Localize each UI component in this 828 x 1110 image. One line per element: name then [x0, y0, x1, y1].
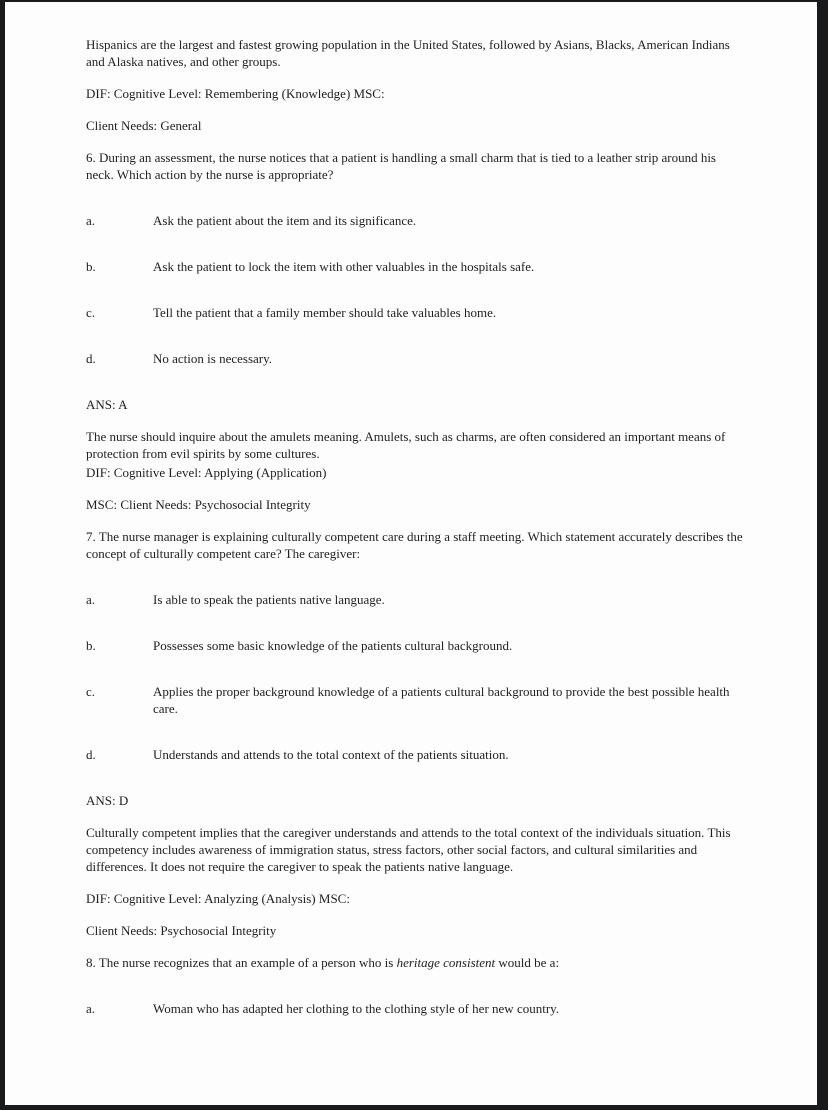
client-needs-line: Client Needs: General [86, 118, 202, 133]
rationale-paragraph-q7: Culturally competent implies that the caregiver understands and attends to the total context of the individuals situation. This competency includes awareness of immigration status, stress factors, other social factors, and cultural similarities and differences. It does not require the caregiver to speak the patients native language. [86, 825, 731, 874]
question-6-text: 6. During an assessment, the nurse notices that a patient is handling a small charm that is tied to a leather strip around his neck. Which action by the nurse is appropriate? [86, 150, 716, 182]
rationale-paragraph: Hispanics are the largest and fastest growing population in the United States, followed by Asians, Blacks, American Indians and Alaska natives, and other groups. [86, 37, 730, 69]
client-needs-line-q7: Client Needs: Psychosocial Integrity [86, 923, 277, 938]
option-text: Tell the patient that a family member should take valuables home. [153, 305, 497, 320]
option-row-q8-a [86, 1000, 744, 1017]
dif-line-q7: DIF: Cognitive Level: Analyzing (Analysis) MSC: [86, 891, 350, 906]
option-text: Ask the patient to lock the item with other valuables in the hospitals safe. [153, 259, 535, 274]
option-letter: a. [86, 1001, 96, 1016]
option-letter: b. [86, 638, 96, 653]
option-row-q7-d [86, 746, 744, 763]
option-letter: a. [86, 592, 96, 607]
option-text: Possesses some basic knowledge of the patients cultural background. [153, 638, 513, 653]
option-letter: a. [86, 213, 96, 228]
option-row-q6-d [86, 350, 744, 367]
option-letter: b. [86, 259, 96, 274]
question-8-prefix: 8. The nurse recognizes that an example of a person who is [86, 955, 397, 970]
question-8-suffix: would be a: [495, 955, 560, 970]
rationale-paragraph-q6: The nurse should inquire about the amulets meaning. Amulets, such as charms, are often considered an important means of protection from evil spirits by some cultures. [86, 429, 726, 461]
option-text: Woman who has adapted her clothing to the clothing style of her new country. [153, 1001, 560, 1016]
option-letter: d. [86, 351, 96, 366]
option-row-q7-b [86, 637, 744, 654]
option-text: Understands and attends to the total context of the patients situation. [153, 747, 509, 762]
answer-line-q7: ANS: D [86, 793, 129, 808]
msc-line-q6: MSC: Client Needs: Psychosocial Integrity [86, 497, 311, 512]
question-8-text [86, 954, 744, 971]
dif-line-q6: DIF: Cognitive Level: Applying (Application) [86, 465, 327, 480]
option-row-q6-a [86, 212, 744, 229]
option-text: Is able to speak the patients native language. [153, 592, 385, 607]
question-7-text: 7. The nurse manager is explaining culturally competent care during a staff meeting. Which statement accurately describes the concept of culturally competent care? The caregiver: [86, 529, 743, 561]
answer-line-q6: ANS: A [86, 397, 128, 412]
option-text: Applies the proper background knowledge of a patients cultural background to provide the best possible health care. [153, 684, 730, 716]
option-row-q6-c [86, 304, 744, 321]
option-text: No action is necessary. [153, 351, 273, 366]
option-row-q7-a [86, 591, 744, 608]
option-letter: c. [86, 305, 96, 320]
question-8-italic-phrase: heritage consistent [396, 955, 496, 970]
document-content [5, 2, 744, 1017]
option-text: Ask the patient about the item and its significance. [153, 213, 417, 228]
dif-line: DIF: Cognitive Level: Remembering (Knowledge) MSC: [86, 86, 385, 101]
option-row-q6-b [86, 258, 744, 275]
document-page [5, 2, 817, 1105]
option-row-q7-c [86, 683, 744, 717]
option-letter: d. [86, 747, 96, 762]
option-letter: c. [86, 684, 96, 699]
